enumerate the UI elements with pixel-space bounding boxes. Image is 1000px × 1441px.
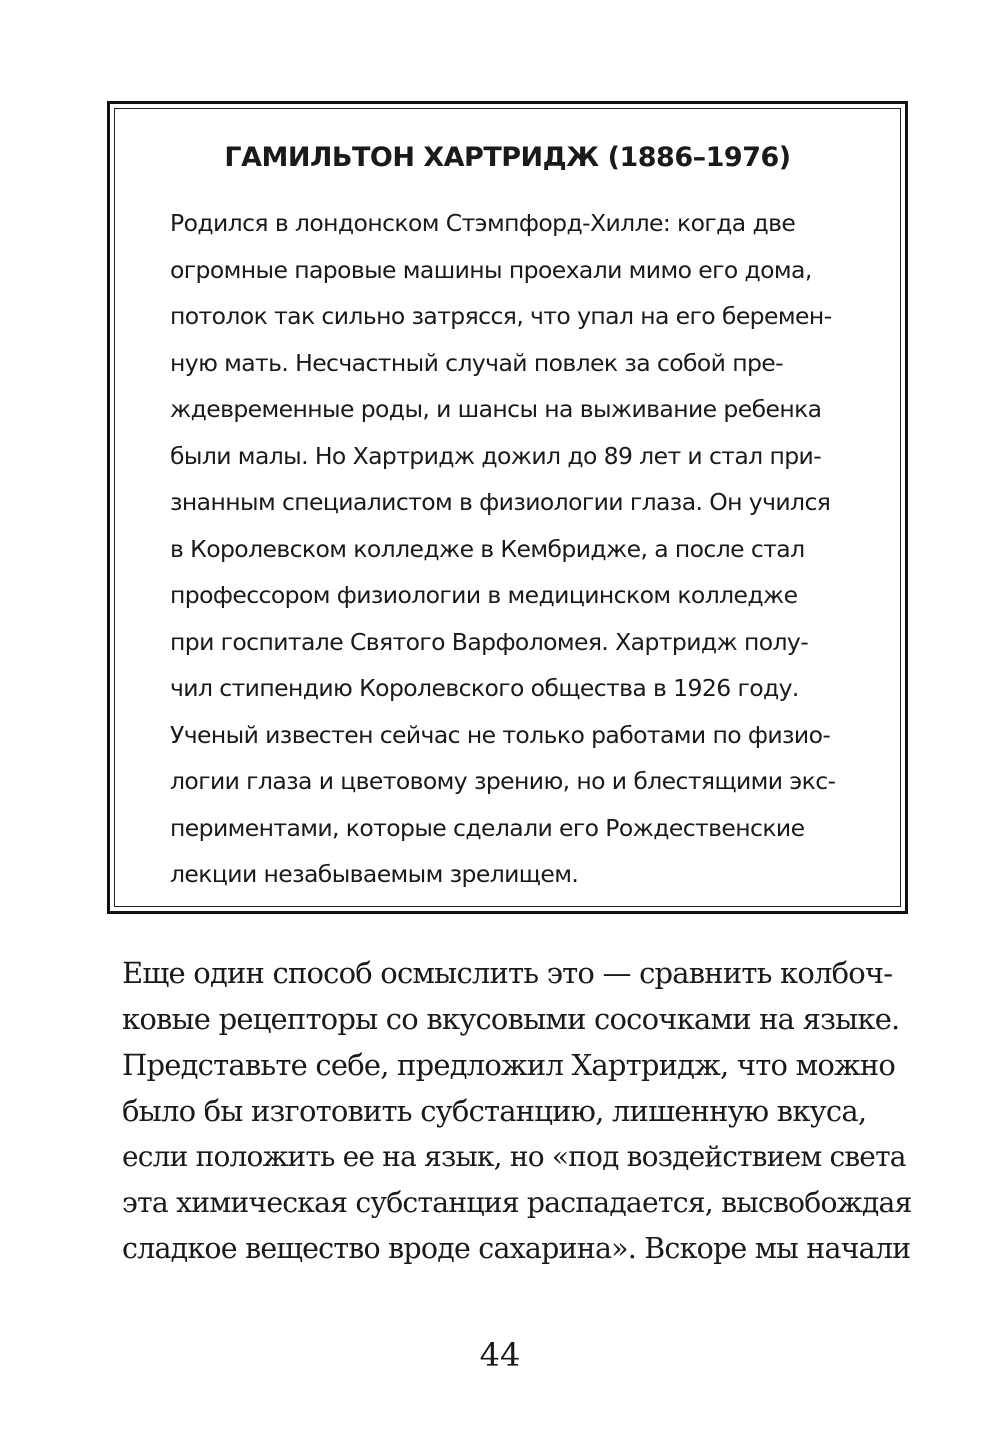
sidebar-line: логии глаза и цветовому зрению, но и блестящими экс-	[170, 767, 836, 795]
sidebar-line: ждевременные роды, и шансы на выживание ребенка	[170, 395, 822, 423]
sidebar-text	[170, 200, 870, 898]
sidebar-line: при госпитале Святого Варфоломея. Хартридж полу-	[170, 627, 809, 656]
biography-sidebar	[107, 101, 908, 914]
sidebar-line: в Королевском колледже в Кембридже, а после стал	[170, 534, 805, 563]
body-line: Еще один способ осмыслить это — сравнить колбоч-	[122, 956, 893, 990]
sidebar-line: огромные паровые машины проехали мимо его дома,	[170, 255, 812, 284]
sidebar-line: Ученый известен сейчас не только работами по физио-	[170, 720, 831, 749]
sidebar-line: Родился в лондонском Стэмпфорд-Хилле: когда две	[170, 209, 796, 237]
body-line: сладкое вещество вроде сахарина». Вскоре мы начали	[122, 1232, 911, 1265]
page-number: 44	[479, 1336, 521, 1374]
body-paragraph	[122, 950, 912, 1272]
sidebar-line: чил стипендию Королевского общества в 1926 году.	[170, 674, 799, 702]
sidebar-line: знанным специалистом в физиологии глаза. Он учился	[170, 488, 831, 516]
body-line: эта химическая субстанция распадается, высвобождая	[122, 1186, 912, 1219]
sidebar-title: ГАМИЛЬТОН ХАРТРИДЖ (1886–1976)	[224, 142, 791, 173]
body-line: было бы изготовить субстанцию, лишенную вкуса,	[122, 1094, 867, 1128]
sidebar-line: профессором физиологии в медицинском колледже	[170, 581, 798, 609]
body-line: Представьте себе, предложил Хартридж, что можно	[122, 1048, 896, 1082]
sidebar-line: периментами, которые сделали его Рождественские	[170, 813, 805, 842]
body-line: если положить ее на язык, но «под воздействием света	[122, 1140, 906, 1173]
body-line: ковые рецепторы со вкусовыми сосочками на языке.	[122, 1002, 900, 1036]
sidebar-line: потолок так сильно затрясся, что упал на его беремен-	[170, 302, 832, 330]
sidebar-line: были малы. Но Хартридж дожил до 89 лет и стал при-	[170, 441, 822, 470]
sidebar-line: лекции незабываемым зрелищем.	[170, 860, 579, 888]
sidebar-line: ную мать. Несчастный случай повлек за собой пре-	[170, 348, 784, 377]
